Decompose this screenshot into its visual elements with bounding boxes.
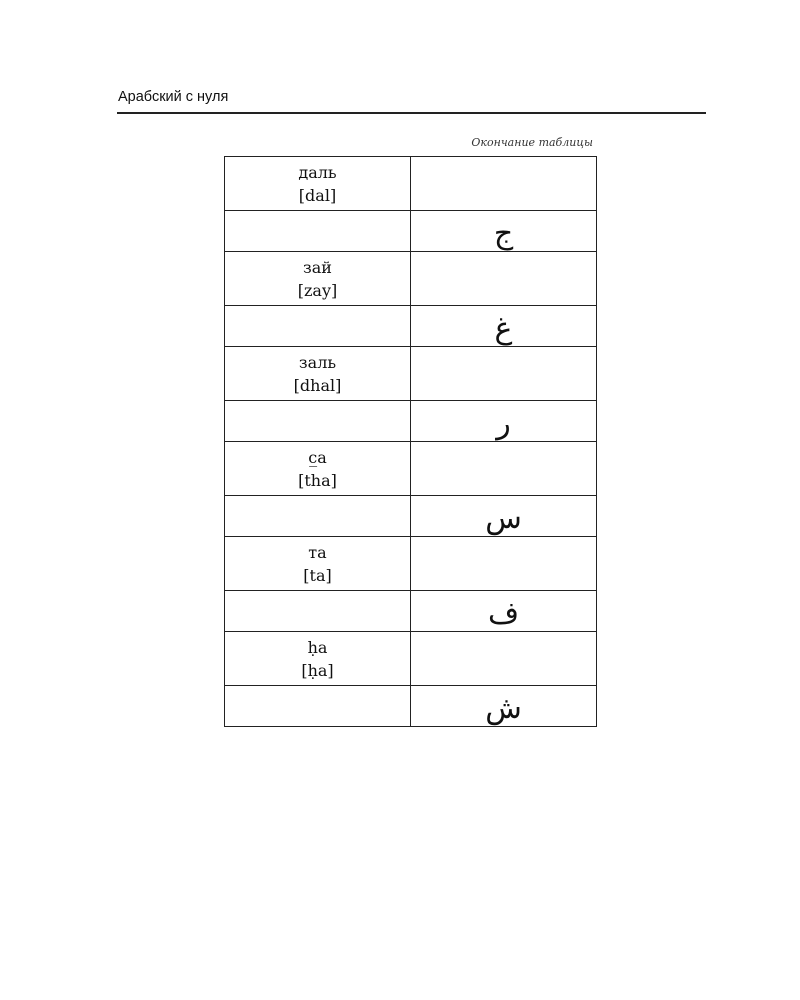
arabic-letter-cell [411,211,597,252]
letter-name-cell [225,442,411,496]
arabic-letter: ج [493,216,514,251]
arabic-letter-cell [411,401,597,442]
table-row [225,632,597,686]
letters-table [224,156,597,727]
empty-cell [225,306,411,347]
empty-cell [411,347,597,401]
letter-name: та [308,542,327,562]
arabic-letter: س [485,501,522,536]
letter-transliteration: [zay] [297,280,338,300]
table-row [225,252,597,306]
empty-cell [411,442,597,496]
empty-cell [225,211,411,252]
letter-name-cell [225,347,411,401]
letter-name: ḥa [307,637,328,657]
table-row [225,401,597,442]
letter-name-cell [225,157,411,211]
empty-cell [225,496,411,537]
empty-cell [225,591,411,632]
header-rule [117,112,706,114]
empty-cell [411,632,597,686]
table-row [225,591,597,632]
letter-name-cell [225,537,411,591]
table-row [225,347,597,401]
empty-cell [225,686,411,727]
empty-cell [411,537,597,591]
arabic-letter: ش [485,691,522,726]
table-row [225,157,597,211]
table-caption: Окончание таблицы [471,136,593,149]
table-row [225,496,597,537]
letter-transliteration: [ta] [303,565,332,585]
table-row [225,306,597,347]
arabic-letter: ر [496,406,511,441]
arabic-letter-cell [411,496,597,537]
letter-name: c̲a [308,447,327,467]
table-row [225,211,597,252]
letter-transliteration: [tha] [298,470,337,490]
letter-transliteration: [ḥa] [301,660,334,680]
letter-transliteration: [dal] [298,185,337,205]
letter-name: зай [303,257,332,277]
table-row [225,442,597,496]
letter-transliteration: [dhal] [293,375,342,395]
table-row [225,686,597,727]
arabic-letter: ف [487,596,520,631]
arabic-letter-cell [411,686,597,727]
running-head: Арабский с нуля [118,89,229,105]
letter-name-cell [225,632,411,686]
arabic-letter: غ [494,311,513,346]
letter-name-cell [225,252,411,306]
empty-cell [225,401,411,442]
table-row [225,537,597,591]
arabic-letter-cell [411,591,597,632]
empty-cell [411,157,597,211]
arabic-letter-cell [411,306,597,347]
letter-name: заль [298,352,337,372]
empty-cell [411,252,597,306]
letter-name: даль [298,162,337,182]
